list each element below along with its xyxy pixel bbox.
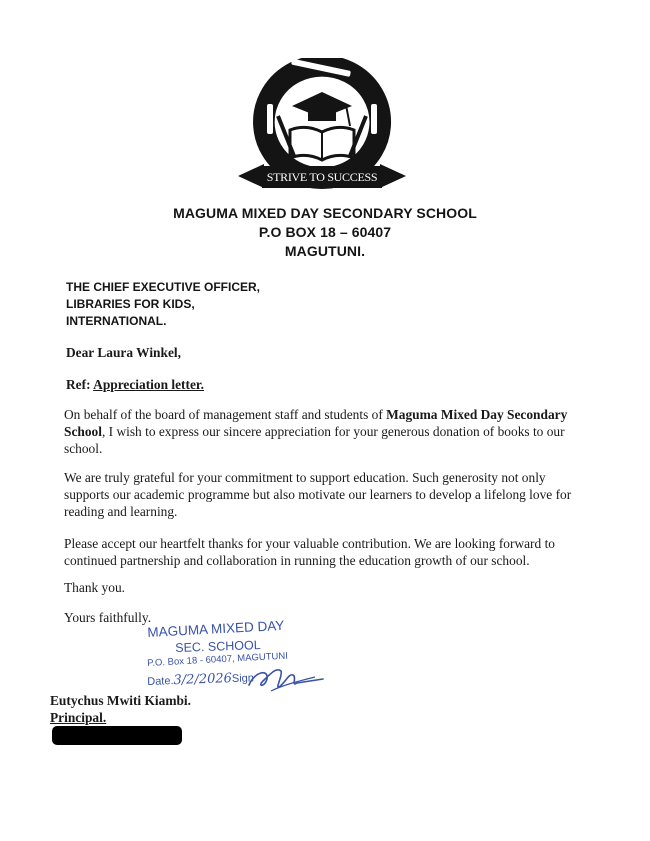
stamp-line-3: P.O. Box 18 - 60407, MAGUTUNI [147, 650, 289, 669]
handwritten-signature [245, 663, 325, 695]
recipient-line-3: INTERNATIONAL. [66, 314, 167, 328]
town: MAGUTUNI. [284, 243, 366, 259]
po-box: P.O BOX 18 – 60407 [258, 224, 392, 240]
reference-subject: Appreciation letter. [93, 377, 204, 392]
reference-line [66, 376, 204, 393]
recipient-line-2: LIBRARIES FOR KIDS, [66, 297, 195, 311]
closing: Yours faithfully. [64, 610, 152, 625]
stamp-line-2: SEC. SCHOOL [175, 638, 261, 655]
salutation: Dear Laura Winkel, [66, 345, 181, 360]
paragraph-1-prefix: On behalf of the board of management staff and students of [64, 407, 387, 422]
signatory-name: Eutychus Mwiti Kiambi. [50, 693, 191, 708]
stamp-date-row [147, 670, 254, 689]
stamp-date-value: 3/2/2026 [173, 671, 233, 689]
school-stamp [145, 617, 325, 695]
recipient-line-1: THE CHIEF EXECUTIVE OFFICER, [66, 280, 261, 294]
thank-you: Thank you. [64, 580, 125, 595]
stamp-line-1: MAGUMA MIXED DAY [147, 617, 285, 640]
redaction-bar [52, 726, 182, 745]
school-name: MAGUMA MIXED DAY SECONDARY SCHOOL [173, 205, 477, 221]
school-logo [234, 58, 410, 196]
paragraph-1-school: Maguma Mixed Day Secondary School [64, 407, 568, 439]
signatory-title: Principal. [50, 710, 107, 725]
paragraph-1-suffix: , I wish to express our sincere appreciation for your generous donation of books to our school. [64, 424, 565, 456]
logo-motto: STRIVE TO SUCCESS [266, 170, 378, 184]
paragraph-2: We are truly grateful for your commitment to support education. Such generosity not only supports our academic programme but also motivate our learners to develop a lifelong love for reading and learning. [64, 470, 572, 519]
paragraph-3: Please accept our heartfelt thanks for your valuable contribution. We are looking forward to continued partnership and collaboration in running the education growth of our school. [64, 536, 555, 568]
paragraph-1 [64, 406, 584, 457]
stamp-date-label: Date. [147, 675, 174, 688]
reference-label: Ref: [66, 377, 91, 392]
stamp-sign-label: Sign [231, 672, 255, 686]
